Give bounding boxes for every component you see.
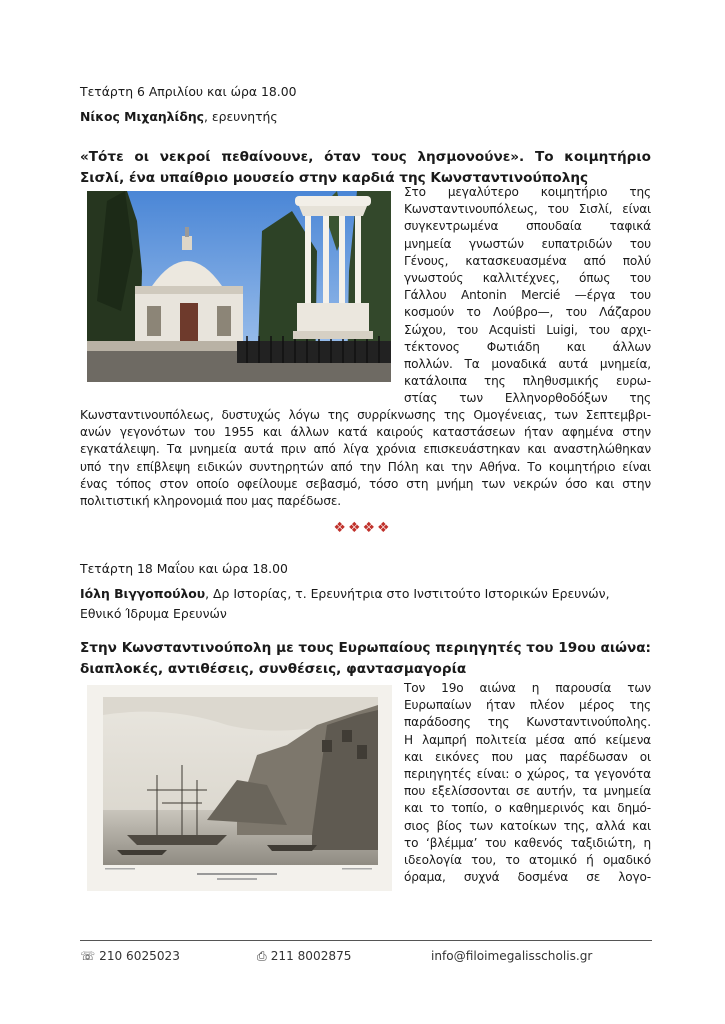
event2-date: Τετάρτη 18 Μαΐου και ώρα 18.00 [80,561,288,576]
event2-line: όραμα, συχνά δοσμένα σε λογο- [404,870,651,885]
event1-line: Κωνσταντινουπόλεως, του Σισλί, είναι [404,202,651,217]
event1-line: Σώχου, του Acquisti Luigi, του αρχι- [404,322,651,337]
footer-fax-number: 211 8002875 [270,949,352,963]
event1-line: γνωστούς καλλιτέχνες, όπως του [404,271,651,286]
event1-line: εγκατάλειψη. Τα μνημεία αυτά πριν από λίγα χρόνια επισκευάστηκαν και αναστηλώθηκαν [80,442,651,457]
event1-text-wrap [404,184,651,408]
event1-speaker-role: , ερευνητής [204,109,278,124]
footer-phone-number: 210 6025023 [99,949,180,963]
event1-line: κατάλοιπα της πληθυσμικής ευρω- [404,374,651,389]
event2-speaker-role: , Δρ Ιστορίας, τ. Ερευνήτρια στο Ινστιτούτο Ιστορικών Ερευνών, Εθνικό Ίδρυμα Ερευνών [80,586,610,621]
event1-speaker [80,107,651,127]
ornament-divider: ❖❖❖❖ [333,520,392,536]
event2-line: Η λαμπρή πολιτεία μέσα από κείμενα [404,732,651,747]
fax-icon: ⎙ [257,949,267,963]
event1-line: Γάλλου Antonin Mercié —έργα του [404,288,651,303]
event2-line: και εικόνες που μας παρέδωσαν οι [404,749,651,764]
event1-date: Τετάρτη 6 Απριλίου και ώρα 18.00 [80,84,297,99]
event2-line: Ευρωπαίων ήταν πλέον μέρος της [404,698,651,713]
event1-line: πολιτιστική κληρονομιά που μας παρέδωσε. [80,494,341,509]
event2-line: Τον 19ο αιώνα η παρουσία των [404,681,651,695]
event1-text-full [80,407,651,510]
event1-line: τέκτονος Φωτιάδη και άλλων [404,339,651,354]
event2-text-wrap [404,680,651,886]
event1-speaker-name: Νίκος Μιχαηλίδης [80,109,205,124]
event1-line: Γένους, κατασκευασμένα από πολύ [404,253,651,268]
footer-divider [80,940,652,941]
event1-line: Στο μεγαλύτερο κοιμητήριο της [404,185,651,199]
event1-line: υπό την επίβλεψη ειδικών συντηρητών από την Πόλη και την Αθήνα. Το κοιμητήριο είναι [80,459,651,474]
event2-line: που εξελίσσονται σε αυτήν, τα μνημεία [404,784,651,799]
event1-line: ανών γεγονότων του 1955 και άλλων κατά καιρούς καταστάσεων ήταν αφημένα στην [80,425,651,440]
phone-icon: ☏ [80,949,96,963]
event2-speaker-name: Ιόλη Βιγγοπούλου [80,586,206,601]
event1-line: στίας των Ελληνορθοδόξων της [404,391,651,406]
event2-line: ιδεολογία του, το ατομικό ή ομαδικό [404,853,651,868]
footer-fax [257,949,351,964]
event2-line: παράδοσης της Κωνσταντινούπολης. [404,715,651,730]
cemetery-photo [87,191,391,382]
event1-line: μνημεία γνωστών ευπατριδών του [404,236,651,251]
footer-email[interactable]: info@filoimegalisscholis.gr [431,949,593,963]
event1-line: συγκεντρωμένα σπουδαία ταφικά [404,219,651,234]
event2-line: περιηγητές είναι: ο χώρος, τα γεγονότα [404,767,651,782]
event2-line: και το τοπίο, ο καθημερινός και δημό- [404,801,651,816]
event2-line: σιος βίος των κατοίκων της, αλλά και [404,818,651,833]
event1-line: κοσμούν το Λούβρο—, του Λάζαρου [404,305,651,320]
event1-line: Κωνσταντινουπόλεως, δυστυχώς λόγω της συρρίκνωσης της Ομογένειας, των Σεπτεμβρι- [80,408,651,422]
event2-title: Στην Κωνσταντινούπολη με τους Ευρωπαίους περιηγητές του 19ου αιώνα: διαπλοκές, αντιθέσεις, συνθέσεις, φαντασμαγορία [80,640,651,677]
event2-line: το ‘βλέμμα’ του καθενός ταξιδιώτη, η [404,835,651,850]
footer-phone [80,949,180,963]
engraving-photo [87,685,392,891]
event1-line: ένας τόπος στον οποίο οφείλουμε σεβασμό, τόσο στη μνήμη των νεκρών όσο και στην [80,476,651,491]
event2-speaker [80,584,651,624]
event1-line: πολλών. Τα μοναδικά αυτά μνημεία, [404,357,651,372]
event1-title: «Τότε οι νεκροί πεθαίνουνε, όταν τους λησμονούνε». Το κοιμητήριο Σισλί, ένα υπαίθριο μουσείο στην καρδιά της Κωνσταντινούπολης [80,149,651,186]
